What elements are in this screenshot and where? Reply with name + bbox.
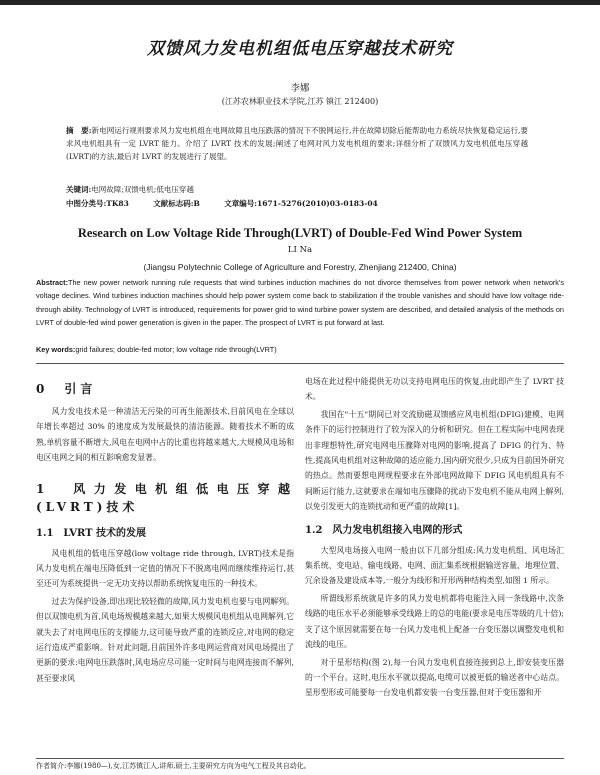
section-1-1-heading: 1.1 LVRT 技术的发展 xyxy=(36,527,147,539)
abstract-cn xyxy=(66,124,528,164)
author-cn: 李娜 xyxy=(290,83,310,94)
clc-number: 中图分类号:TK83 xyxy=(66,199,129,208)
section-1-1-paragraph-2: 过去为保护设备,即出现比较轻微的故障,风力发电机也要与电网解列。但以双馈电机为首,风电场规模越来越大,如果大规模风电机组从电网解列,它就失去了对电网电压的支撑能力,这可能导致严重的连锁反应,对电网的稳定运行造成严重影响。针对此问题,目前国外许多电网运营商对风电场提出了更新的要求:电网电压跌落时,风电场应尽可能一定时间与电网连接而不解列,甚至要求风 xyxy=(36,596,294,683)
abstract-cn-text: 新电网运行规则要求风力发电机组在电网故障且电压跌落的情况下不脱网运行,并在故障切除后能帮助电力系统尽快恢复稳定运行,要求风电机组具有一定 LVRT 能力。介绍了 LVRT 技术的发展;阐述了电网对风力发电机组的要求;详细分析了双馈风力发电机低电压穿越(LVRT)的方法,最后对 LVRT 的发展进行了展望。 xyxy=(66,126,528,162)
paper-title-cn: 双馈风力发电机组低电压穿越技术研究 xyxy=(147,39,453,59)
section-0-paragraph: 风力发电技术是一种清洁无污染的可再生能源技术,目前风电在全球以年增长率超过 30% 的速度成为发展最快的清洁能源。随着技术不断的成熟,单机容量不断增大,风电在电网中占的比重也将越来越大,大规模风电场和电区电网之间的相互影响愈发显著。 xyxy=(36,407,294,463)
section-0-heading: 0 引言 xyxy=(36,382,97,396)
footnote: 作者简介:李娜(1980—),女,江苏镇江人,讲师,硕士,主要研究方向为电气工程及其自动化。 xyxy=(36,758,564,775)
body-left-column xyxy=(36,380,294,686)
section-divider xyxy=(36,363,564,364)
abstract-cn-label: 摘 要: xyxy=(66,126,92,135)
right-paragraph-3: 所谓线形系统就是许多的风力发电机都将电能注入同一条线路中,次条线路的电压水平必须能够承受线路上的总的电能(要求是电压等级的几十倍);支了这个原因就需要在每一台风力发电机上配备一台变压器以调整发电机和流线的电压。 xyxy=(305,593,564,650)
section-1-heading: 1 风力发电机组低电压穿越(LVRT)技术 xyxy=(36,481,294,514)
section-1-2-heading: 1.2 风力发电机组接入电网的形式 xyxy=(305,524,463,536)
keywords-en-label: Key words: xyxy=(36,345,76,354)
page-header-bar xyxy=(0,0,600,5)
affiliation-en: (Jiangsu Polytechnic College of Agriculture and Forestry, Zhenjiang 212400, China) xyxy=(143,262,457,272)
author-en: LI Na xyxy=(287,245,313,255)
affiliation-cn: (江苏农林职业技术学院,江苏 镇江 212400) xyxy=(221,97,379,106)
right-paragraph-4: 对于星形结构(图 2),每一台风力发电机直接连接到总上,即安装变压器的一个平台。这时,电压水平就以提高,电缆可以被更低的输送者中心站点。星形型形或可能要每一台发电机都安装一台变压器,但对于变压器和开 xyxy=(305,657,564,698)
right-paragraph-1: 我国在"十五"期间已对交流励磁双馈感应风电机组(DFIG)建模、电网条件下的运行控制进行了较为深入的分析和研究。但在工程实际中电网表现出非理想特性,研究电网电压骤降对电网的影响,提高了 DFIG 的行为、特性,提高风电机组对这种故障的适应能力,国内研究很少,只成为目前国外研究的热点。然而要想电网规程要求在外部电网故障下 DFIG 风电机组具有不间断运行能力,这就要求在端如电压骤降的扰动下发电机不能从电网上解列,以免引发更大的连锁扰动和更严重的故障[1]。 xyxy=(305,409,564,512)
abstract-en-text: The new power network running rule requests that wind turbines induction machines do not divorce themselves from power network when network's voltage declines. Wind turbines induction machines should help power system come back to stabilization if the trouble vanishes and should have low voltage ride-through ability. Technology of LVRT is introduced, requirements for power grid to wind turbine power system are described, and detailed analysis of the methods on LVRT of double-fed wind power generation is given in the paper. The prospect of LVRT is put forward at last. xyxy=(36,278,564,327)
section-1-1-paragraph-1: 风电机组的低电压穿越(low voltage ride through, LVRT)技术是指风力发电机在端电压降低到一定值的情况下不脱离电网而继续维持运行,甚至还可为系统提供一定无功支持以帮助系统恢复电压的一种技术。 xyxy=(36,548,294,589)
body-right-column xyxy=(305,374,564,701)
keywords-cn-text: 电网故障;双馈电机;低电压穿越 xyxy=(91,185,194,194)
abstract-en-label: Abstract: xyxy=(36,278,69,287)
keywords-en xyxy=(36,345,564,354)
right-paragraph-2: 大型风电场接入电网一般由以下几部分组成:风力发电机组、风电场汇集系统、变电站、输电线路、电网、面汇集系统根据输送容量、地理位置、冗余设备及建设成本等,一般分为线形和开形两种结构类型,如图 1 所示。 xyxy=(305,545,564,586)
classification-line xyxy=(66,198,528,209)
article-number: 文章编号:1671-5276(2010)03-0183-04 xyxy=(224,199,378,208)
paper-title-en: Research on Low Voltage Ride Through(LVRT) of Double-Fed Wind Power System xyxy=(77,226,523,240)
keywords-cn-label: 关键词: xyxy=(66,185,92,194)
right-paragraph-continued: 电场在此过程中能提供无功以支持电网电压的恢复,由此即产生了 LVRT 技术。 xyxy=(305,377,564,402)
document-code: 文献标志码:B xyxy=(153,199,200,208)
keywords-en-text: grid failures; double-fed motor; low voltage ride through(LVRT) xyxy=(75,345,277,354)
keywords-cn xyxy=(66,184,528,195)
abstract-en xyxy=(36,276,564,329)
